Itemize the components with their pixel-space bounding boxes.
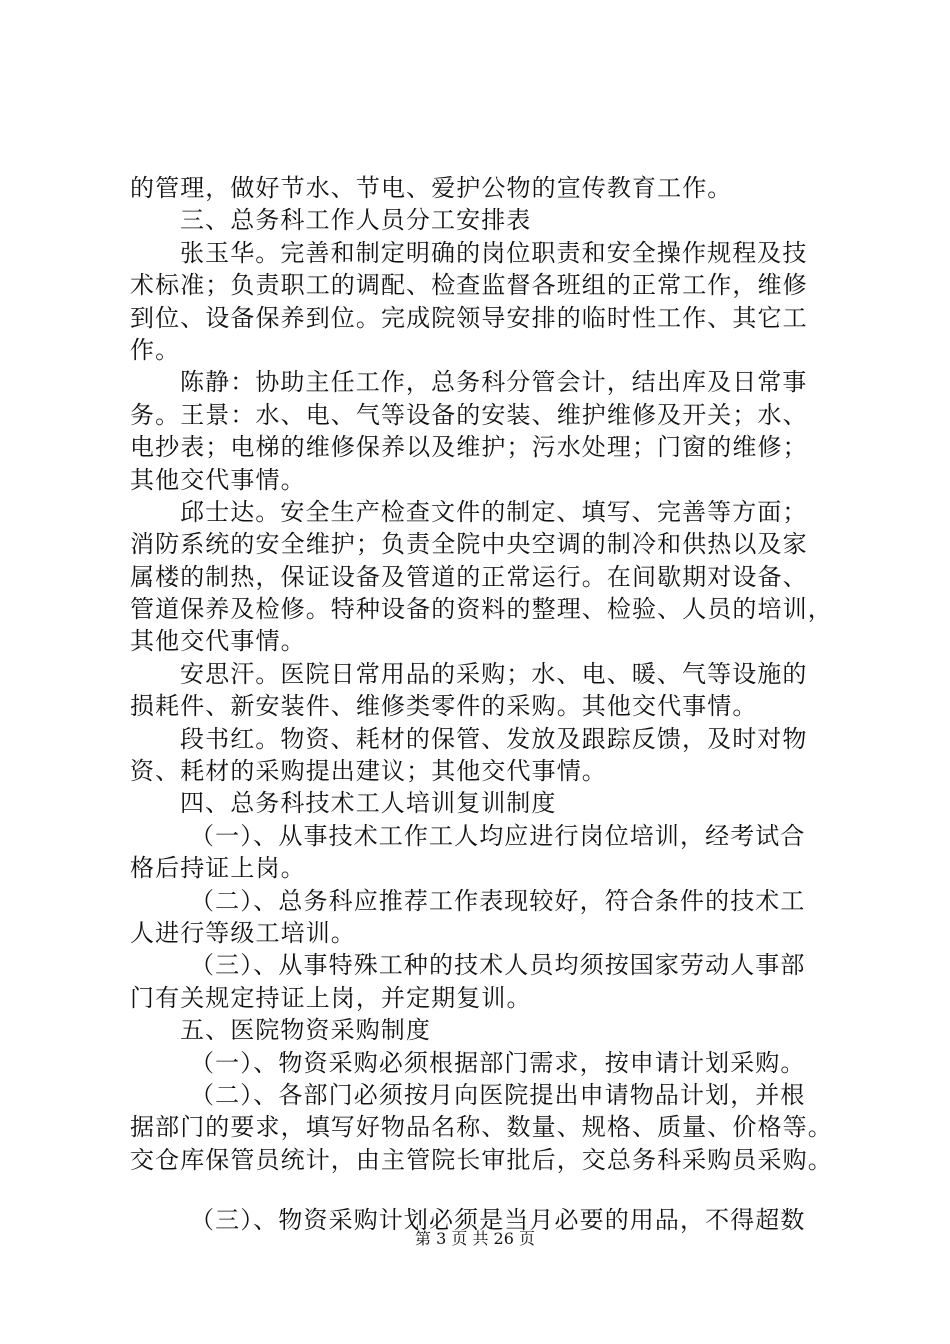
text-line: 交仓库保管员统计，由主管院长审批后，交总务科采购员采购。 bbox=[130, 1145, 833, 1174]
text-line: 的管理，做好节水、节电、爱护公物的宣传教育工作。 bbox=[130, 174, 733, 202]
text-line: （二）、总务科应推荐工作表现较好，符合条件的技术工 bbox=[190, 886, 806, 915]
text-line: 属楼的制热，保证设备及管道的正常运行。在间歇期对设备、 bbox=[130, 562, 808, 591]
text-line: 术标准；负责职工的调配、检查监督各班组的正常工作，维修 bbox=[130, 271, 808, 300]
text-line: 其他交代事情。 bbox=[130, 465, 306, 494]
text-line: （一）、物资采购必须根据部门需求，按申请计划采购。 bbox=[190, 1048, 806, 1077]
section-heading: 四、总务科技术工人培训复训制度 bbox=[180, 789, 557, 818]
text-line: 邱士达。安全生产检查文件的制定、填写、完善等方面； bbox=[180, 497, 808, 526]
text-line: 据部门的要求，填写好物品名称、数量、规格、质量、价格等。 bbox=[130, 1113, 833, 1142]
text-line: 到位、设备保养到位。完成院领导安排的临时性工作、其它工 bbox=[130, 303, 808, 332]
text-line: （二）、各部门必须按月向医院提出申请物品计划，并根 bbox=[190, 1080, 806, 1109]
page-number-footer: 第 3 页 共 26 页 bbox=[415, 1229, 535, 1248]
text-line: 人进行等级工培训。 bbox=[130, 918, 356, 947]
text-line: 其他交代事情。 bbox=[130, 627, 306, 656]
text-line: （一）、从事技术工作工人均应进行岗位培训，经考试合 bbox=[190, 821, 806, 850]
text-line: 张玉华。完善和制定明确的岗位职责和安全操作规程及技 bbox=[180, 238, 808, 267]
text-line: 电抄表；电梯的维修保养以及维护；污水处理；门窗的维修； bbox=[130, 433, 808, 462]
document-body bbox=[130, 172, 833, 1237]
text-line: （三）、物资采购计划必须是当月必要的用品，不得超数 bbox=[190, 1206, 806, 1235]
text-line: 务。王景：水、电、气等设备的安装、维护维修及开关；水、 bbox=[130, 400, 808, 429]
text-line: 格后持证上岗。 bbox=[130, 854, 306, 883]
text-line: （三）、从事特殊工种的技术人员均须按国家劳动人事部 bbox=[190, 951, 806, 980]
text-line: 资、耗材的采购提出建议；其他交代事情。 bbox=[130, 757, 607, 786]
text-line: 损耗件、新安装件、维修类零件的采购。其他交代事情。 bbox=[130, 692, 758, 721]
section-heading: 三、总务科工作人员分工安排表 bbox=[180, 206, 532, 235]
text-line: 段书红。物资、耗材的保管、发放及跟踪反馈，及时对物 bbox=[180, 724, 808, 753]
text-line: 消防系统的安全维护；负责全院中央空调的制冷和供热以及家 bbox=[130, 530, 808, 559]
text-line: 管道保养及检修。特种设备的资料的整理、检验、人员的培训， bbox=[130, 595, 833, 624]
text-line: 安思汗。医院日常用品的采购；水、电、暖、气等设施的 bbox=[180, 659, 808, 688]
text-line: 作。 bbox=[130, 335, 181, 364]
paragraph-gap bbox=[130, 1176, 830, 1204]
text-line: 门有关规定持证上岗，并定期复训。 bbox=[130, 983, 532, 1012]
section-heading: 五、医院物资采购制度 bbox=[180, 1016, 431, 1045]
text-line: 陈静：协助主任工作，总务科分管会计，结出库及日常事 bbox=[180, 368, 808, 397]
